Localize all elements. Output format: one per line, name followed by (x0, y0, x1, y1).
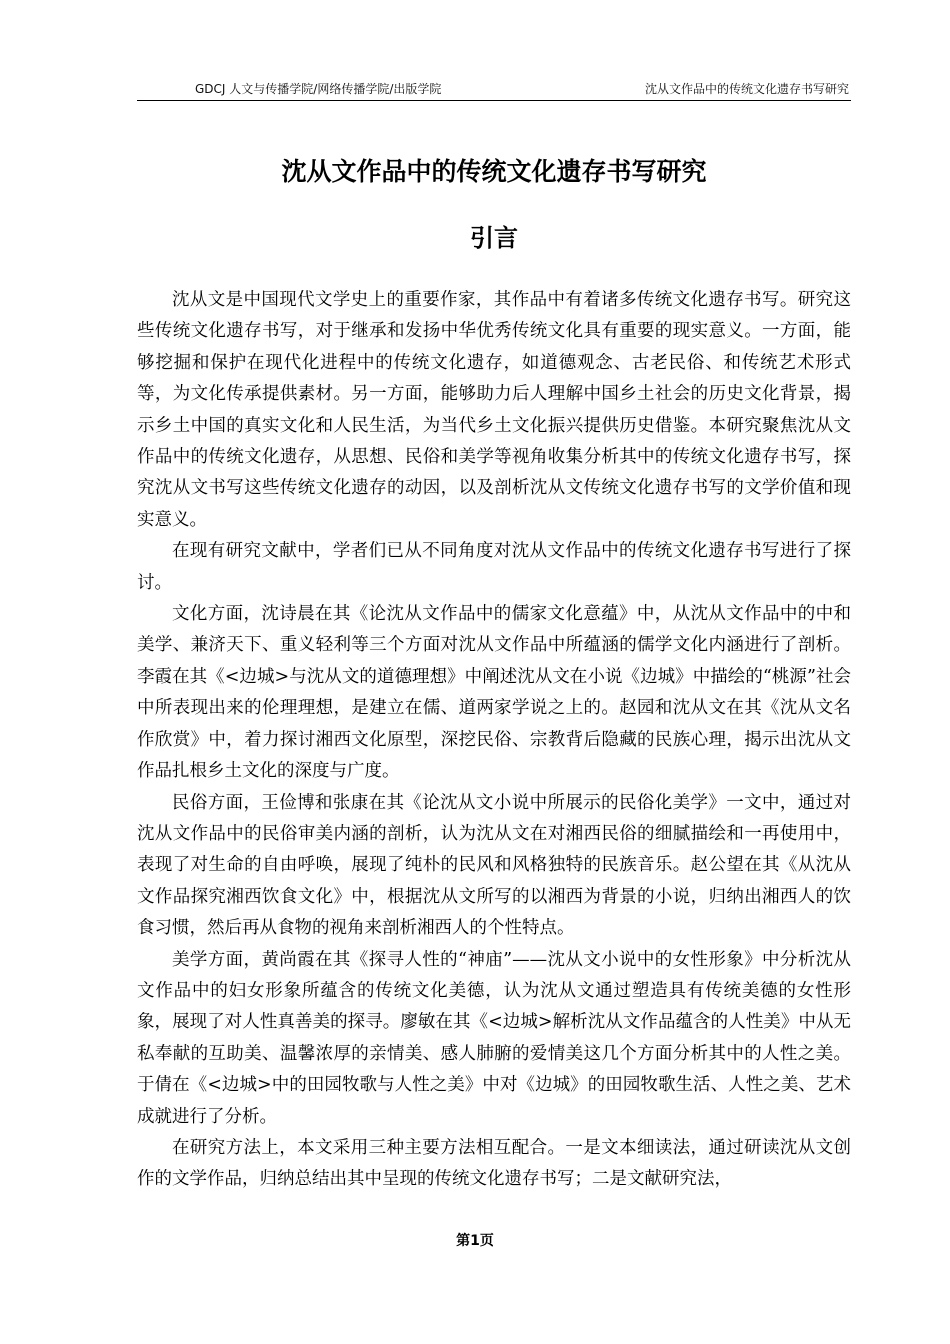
paragraph: 民俗方面，王俭博和张康在其《论沈从文小说中所展示的民俗化美学》一文中，通过对沈从文作品中的民俗审美内涵的剖析，认为沈从文在对湘西民俗的细腻描绘和一再使用中，表现了对生命的自由呼唤，展现了纯朴的民风和风格独特的民族音乐。赵公望在其《从沈从文作品探究湘西饮食文化》中，根据沈从文所写的以湘西为背景的小说，归纳出湘西人的饮食习惯，然后再从食物的视角来剖析湘西人的个性特点。 (137, 792, 851, 939)
running-header (137, 78, 851, 101)
document-title: 沈从文作品中的传统文化遗存书写研究 (281, 157, 707, 186)
header-paper-title: 沈从文作品中的传统文化遗存书写研究 (644, 82, 849, 96)
paragraph: 在现有研究文献中，学者们已从不同角度对沈从文作品中的传统文化遗存书写进行了探讨。 (137, 541, 851, 593)
header-institution: GDCJ 人文与传播学院/网络传播学院/出版学院 (195, 82, 442, 96)
paragraph: 文化方面，沈诗晨在其《论沈从文作品中的儒家文化意蕴》中，从沈从文作品中的中和美学、兼济天下、重义轻利等三个方面对沈从文作品中所蕴涵的儒学文化内涵进行了剖析。李霞在其《<边城>与沈从文的道德理想》中阐述沈从文在小说《边城》中描绘的“桃源”社会中所表现出来的伦理理想，是建立在儒、道两家学说之上的。赵园和沈从文在其《沈从文名作欣赏》中，着力探讨湘西文化原型，深挖民俗、宗教背后隐藏的民族心理，揭示出沈从文作品扎根乡土文化的深度与广度。 (137, 604, 851, 782)
paragraph: 在研究方法上，本文采用三种主要方法相互配合。一是文本细读法，通过研读沈从文创作的文学作品，归纳总结出其中呈现的传统文化遗存书写；二是文献研究法， (137, 1137, 851, 1190)
paragraph: 美学方面，黄尚霞在其《探寻人性的“神庙”——沈从文小说中的女性形象》中分析沈从文作品中的妇女形象所蕴含的传统文化美德，认为沈从文通过塑造具有传统美德的女性形象，展现了对人性真善美的探寻。廖敏在其《<边城>解析沈从文作品蕴含的人性美》中从无私奉献的互助美、温馨浓厚的亲情美、感人肺腑的爱情美这几个方面分析其中的人性之美。于倩在《<边城>中的田园牧歌与人性之美》中对《边城》的田园牧歌生活、人性之美、艺术成就进行了分析。 (137, 949, 851, 1127)
page-number: 第1页 (456, 1233, 494, 1249)
body-text (137, 285, 851, 1196)
section-title-introduction: 引言 (470, 224, 518, 252)
paragraph: 沈从文是中国现代文学史上的重要作家，其作品中有着诸多传统文化遗存书写。研究这些传统文化遗存书写，对于继承和发扬中华优秀传统文化具有重要的现实意义。一方面，能够挖掘和保护在现代化进程中的传统文化遗存，如道德观念、古老民俗、和传统艺术形式等，为文化传承提供素材。另一方面，能够助力后人理解中国乡土社会的历史文化背景，揭示乡土中国的真实文化和人民生活，为当代乡土文化振兴提供历史借鉴。本研究聚焦沈从文作品中的传统文化遗存，从思想、民俗和美学等视角收集分析其中的传统文化遗存书写，探究沈从文书写这些传统文化遗存的动因，以及剖析沈从文传统文化遗存书写的文学价值和现实意义。 (137, 290, 851, 530)
